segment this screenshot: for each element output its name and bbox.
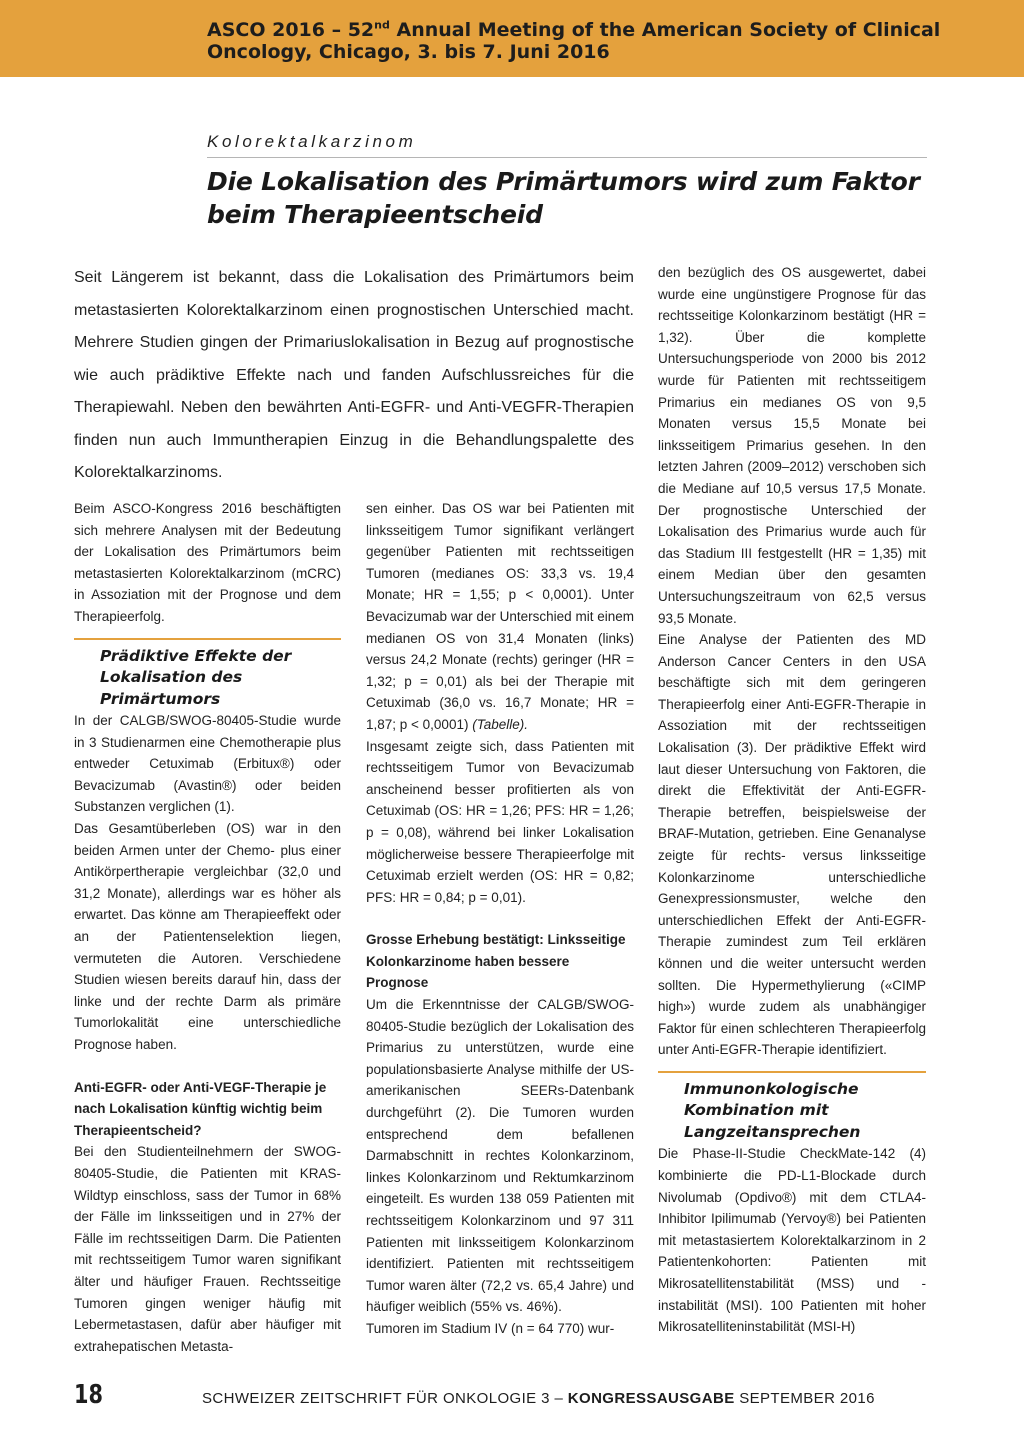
col1-paragraph-2: In der CALGB/SWOG-80405-Studie wurde in 3 Studienarmen eine Chemotherapie plus entweder Cetuximab (Erbitux®) oder Bevacizumab (Avastin®) oder beiden Substanzen verglichen (1). bbox=[74, 713, 341, 815]
col3-paragraph-1: den bezüglich des OS ausgewertet, dabei wurde eine ungünstigere Prognose für das rechtsseitige Kolonkarzinom bestätigt (HR = 1,32). Über die komplette Untersuchungsperiode von 2000 bis 2012 wurde für Patienten mit rechtsseitigem Primarius ein medianes OS von 9,5 Monaten versus 15,5 Monate bei linksseitigem Primarius gesehen. In den letzten Jahren (2009–2012) verschoben sich die Mediane auf 10,5 versus 17,5 Monate. Der prognostische Unterschied der Lokalisation des Primarius wurde auch für das Stadium III festgestellt (HR = 1,35) mit einem Median über den gesamten Untersuchungszeitraum von 62,5 versus 93,5 Monate. bbox=[658, 265, 926, 626]
col3-paragraph-2: Eine Analyse der Patienten des MD Anderson Cancer Centers in den USA beschäftigte sich mit dem geringeren Therapieerfolg einer Anti-EGFR-Therapie in Assoziation mit der rechtsseitigen Lokalisation (3). Der prädiktive Effekt wird laut dieser Untersuchung von Faktoren, die direkt die Effektivität der Anti-EGFR-Therapie betreffen, beispielsweise der BRAF-Mutation, getrieben. Eine Genanalyse zeigte für rechts- versus linksseitige Kolonkarzinome unterschiedliche Genexpressionsmuster, welche den unterschiedlichen Effekt der Anti-EGFR-Therapie zumindest zum Teil erklären können und die weiter untersucht werden sollten. Die Hypermethylierung («CIMP high») wurde zudem als unabhängiger Faktor für einen schlechteren Therapieerfolg unter Anti-EGFR-Therapie identifiziert. bbox=[658, 632, 926, 1058]
col2-paragraph-2: Insgesamt zeigte sich, dass Patienten mit rechtsseitigem Tumor von Bevacizumab anscheinend besser profitierten als von Cetuximab (OS: HR = 1,26; PFS: HR = 1,26; p = 0,08), während bei linker Lokalisation möglicherweise bessere Therapieerfolge mit Cetuximab erzielt werden (OS: HR = 0,82; PFS: HR = 0,84; p = 0,01). bbox=[366, 738, 634, 905]
col2-paragraph-4: Tumoren im Stadium IV (n = 64 770) wur- bbox=[366, 1320, 615, 1336]
banner-line1-prefix: ASCO 2016 – 52 bbox=[207, 19, 375, 41]
col2-paragraph-1-text: sen einher. Das OS war bei Patienten mit linksseitigem Tumor signifikant verlängert gegenüber Patienten mit rechtsseitigen Tumoren (medianes OS: 33,3 vs. 19,4 Monate; HR = 1,55; p < 0,0001). Unter Bevacizumab war der Unterschied mit einem medianen OS von 31,4 Monaten (links) versus 24,2 Monate (rechts) geringer (HR = 1,32; p = 0,01) als bei der Therapie mit Cetuximab (36,0 vs. 16,7 Monate; HR = 1,87; p < 0,0001) bbox=[366, 501, 634, 732]
journal-name: SCHWEIZER ZEITSCHRIFT FÜR ONKOLOGIE 3 – bbox=[202, 1390, 568, 1407]
article-title: Die Lokalisation des Primärtumors wird zum Faktor beim Therapieentscheid bbox=[207, 167, 920, 229]
section-divider bbox=[74, 638, 341, 640]
journal-issue-type: KONGRESSAUSGABE bbox=[567, 1390, 735, 1407]
col1-paragraph-4: Bei den Studienteilnehmern der SWOG-80405-Studie, die Patienten mit KRAS-Wildtyp einschloss, sass der Tumor in 68% der Fälle im linksseitigen und in 27% der Fälle im rechtsseitigen Darm. Die Patienten mit rechtsseitigem Tumor waren signifikant älter und häufiger Frauen. Rechtsseitige Tumoren gingen weniger häufig mit Lebermetastasen, dafür aber häufiger mit extrahepatischen Metasta- bbox=[74, 1144, 341, 1354]
col3-paragraph-3: Die Phase-II-Studie CheckMate-142 (4) kombinierte die PD-L1-Blockade durch Nivolumab (Opdivo®) mit dem CTLA4-Inhibitor Ipilimumab (Yervoy®) bei Patienten mit metastasiertem Kolorektalkarzinom in 2 Patientenkohorten: Patienten mit Mikrosatellitenstabilität (MSS) und -instabilität (MSI). 100 Patienten mit hoher Mikrosatelliteninstabilität (MSI-H) bbox=[658, 1146, 926, 1335]
col2-paragraph-1 bbox=[366, 498, 634, 736]
column-3 bbox=[658, 262, 926, 1338]
section-heading-immunonkologische: Immunonkologische Kombination mit Langzeitansprechen bbox=[684, 1079, 861, 1141]
banner-line2: Oncology, Chicago, 3. bis 7. Juni 2016 bbox=[207, 41, 610, 63]
section-divider bbox=[658, 1071, 926, 1073]
article-lead: Seit Längerem ist bekannt, dass die Lokalisation des Primärtumors beim metastasierten Kolorektalkarzinom einen prognostischen Unterschied macht. Mehrere Studien gingen der Primariuslokalisation in Bezug auf prognostische wie auch prädiktive Effekte nach und fanden Aufschlussreiches für die Therapiewahl. Neben den bewährten Anti-EGFR- und Anti-VEGFR-Therapien finden nun auch Immuntherapien Einzug in die Behandlungspalette des Kolorektalkarzinoms. bbox=[74, 269, 634, 481]
table-reference: (Tabelle). bbox=[472, 716, 528, 732]
col1-paragraph-3: Das Gesamtüberleben (OS) war in den beiden Armen unter der Chemo- plus einer Antikörpertherapie vergleichbar (32,0 und 31,2 Monate), allerdings war es höher als erwartet. Das könne am Therapieeffekt oder an der Patientenselektion liegen, vermuteten die Autoren. Verschiedene Studien wiesen bereits darauf hin, dass der linke und der rechte Darm als primäre Tumorlokalität eine unterschiedliche Prognose haben. bbox=[74, 821, 341, 1052]
column-1 bbox=[74, 498, 341, 1357]
journal-date: SEPTEMBER 2016 bbox=[734, 1390, 875, 1407]
subheading-anti-egfr: Anti-EGFR- oder Anti-VEGF-Therapie je nach Lokalisation künftig wichtig beim Therapieentscheid? bbox=[74, 1079, 327, 1138]
conference-banner bbox=[0, 0, 1024, 77]
subheading-grosse-erhebung: Grosse Erhebung bestätigt: Linksseitige Kolonkarzinome haben bessere Prognose bbox=[366, 932, 626, 991]
col2-paragraph-3: Um die Erkenntnisse der CALGB/SWOG-80405-Studie bezüglich der Lokalisation des Primarius zu unterstützen, wurde eine populationsbasierte Analyse mithilfe der US-amerikanischen SEERs-Datenbank durchgeführt (2). Die Tumoren wurden entsprechend dem befallenen Darmabschnitt in rechtes Kolonkarzinom, linkes Kolonkarzinom und Rektumkarzinom eingeteilt. Es wurden 138 059 Patienten mit rechtsseitigem Kolonkarzinom und 97 311 Patienten mit linksseitigem Kolonkarzinom identifiziert. Patienten mit rechtsseitigem Tumor waren älter (72,2 vs. 65,4 Jahre) und häufiger weiblich (55% vs. 46%). bbox=[366, 997, 634, 1315]
page-number: 18 bbox=[74, 1380, 103, 1410]
journal-line bbox=[202, 1390, 875, 1407]
kicker-divider bbox=[207, 157, 927, 158]
col1-paragraph-1: Beim ASCO-Kongress 2016 beschäftigten sich mehrere Analysen mit der Bedeutung der Lokalisation des Primärtumors beim metastasierten Kolorektalkarzinom (mCRC) in Assoziation mit der Prognose und dem Therapieerfolg. bbox=[74, 501, 341, 624]
banner-line1-suffix: Annual Meeting of the American Society of Clinical bbox=[389, 19, 941, 41]
banner-title bbox=[207, 19, 1007, 63]
column-2 bbox=[366, 498, 634, 1340]
section-heading-praediktive-effekte: Prädiktive Effekte der Lokalisation des Primärtumors bbox=[100, 646, 292, 708]
article-kicker: Kolorektalkarzinom bbox=[207, 132, 417, 151]
banner-superscript: nd bbox=[374, 18, 390, 32]
